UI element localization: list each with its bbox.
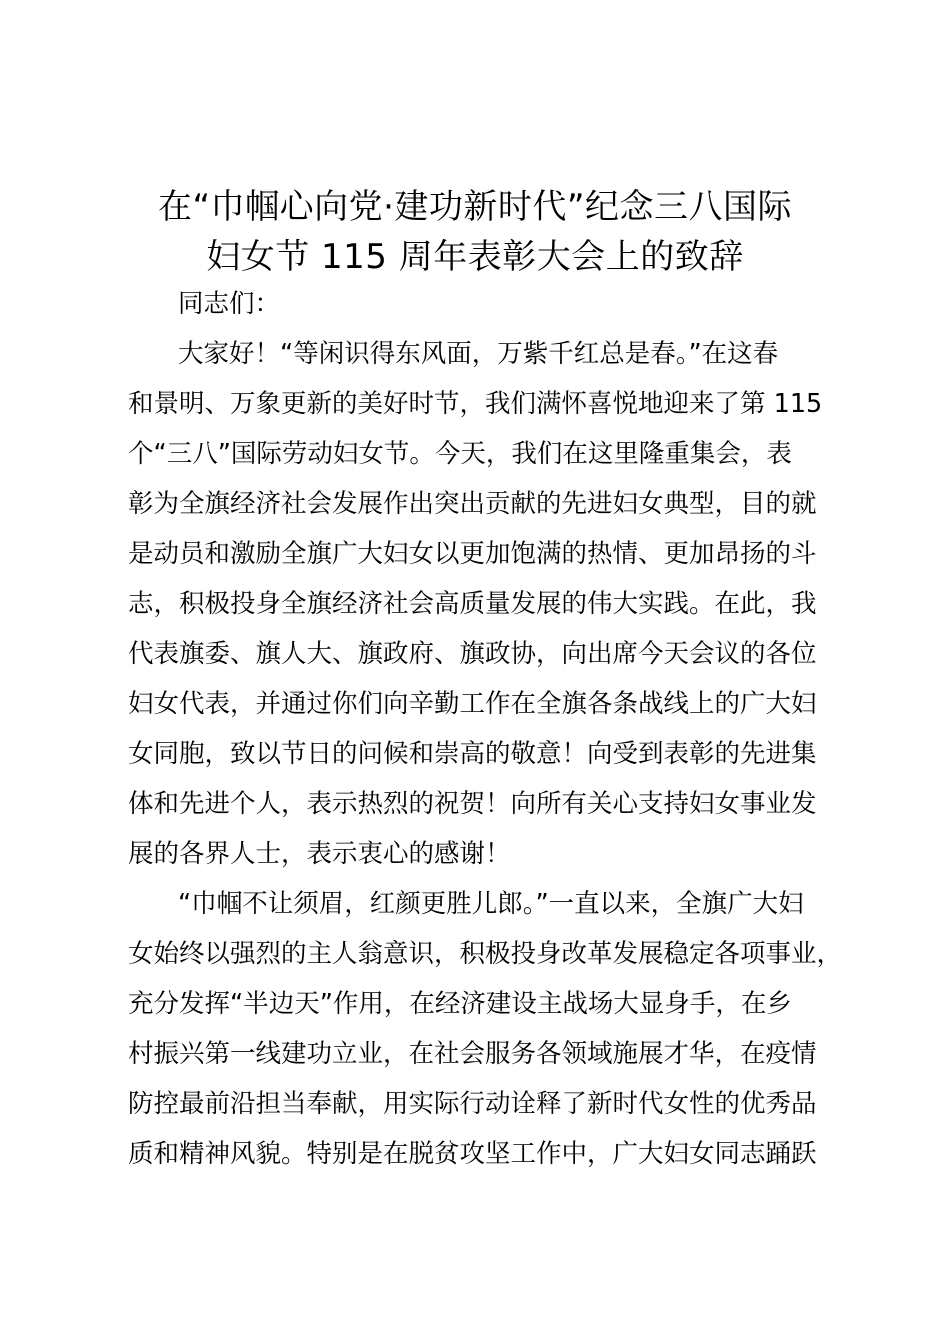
text-line: 彰为全旗经济社会发展作出突出贡献的先进妇女典型，目的就	[128, 489, 817, 519]
text-line: 充分发挥“半边天”作用，在经济建设主战场大显身手，在乡	[128, 989, 792, 1019]
text-line: 大家好！“等闲识得东风面，万紫千红总是春。”在这春	[178, 339, 779, 369]
text-line: 防控最前沿担当奉献，用实际行动诠释了新时代女性的优秀品	[128, 1089, 817, 1119]
text-line: 体和先进个人，表示热烈的祝贺！向所有关心支持妇女事业发	[128, 789, 817, 819]
text-line: 志，积极投身全旗经济社会高质量发展的伟大实践。在此，我	[128, 589, 817, 619]
text-line: “巾帼不让须眉，红颜更胜儿郎。”一直以来，全旗广大妇	[178, 889, 804, 919]
text-line: 女同胞，致以节日的问候和崇高的敬意！向受到表彰的先进集	[128, 739, 817, 769]
text-line: 是动员和激励全旗广大妇女以更加饱满的热情、更加昂扬的斗	[128, 539, 817, 569]
document-title-line-2: 妇女节 115 周年表彰大会上的致辞	[206, 237, 744, 277]
salutation: 同志们：	[178, 289, 281, 319]
document-title-line-1: 在“巾帼心向党·建功新时代”纪念三八国际	[157, 187, 793, 227]
text-line: 妇女代表，并通过你们向辛勤工作在全旗各条战线上的广大妇	[128, 689, 817, 719]
text-line: 展的各界人士，表示衷心的感谢！	[128, 839, 511, 869]
text-line: 质和精神风貌。特别是在脱贫攻坚工作中，广大妇女同志踊跃	[128, 1139, 817, 1169]
text-line: 和景明、万象更新的美好时节，我们满怀喜悦地迎来了第 115	[128, 389, 823, 419]
text-line: 女始终以强烈的主人翁意识，积极投身改革发展稳定各项事业，	[128, 939, 843, 969]
text-line: 村振兴第一线建功立业，在社会服务各领域施展才华，在疫情	[128, 1039, 817, 1069]
text-line: 代表旗委、旗人大、旗政府、旗政协，向出席今天会议的各位	[128, 639, 817, 669]
text-line: 个“三八”国际劳动妇女节。今天，我们在这里隆重集会，表	[128, 439, 792, 469]
